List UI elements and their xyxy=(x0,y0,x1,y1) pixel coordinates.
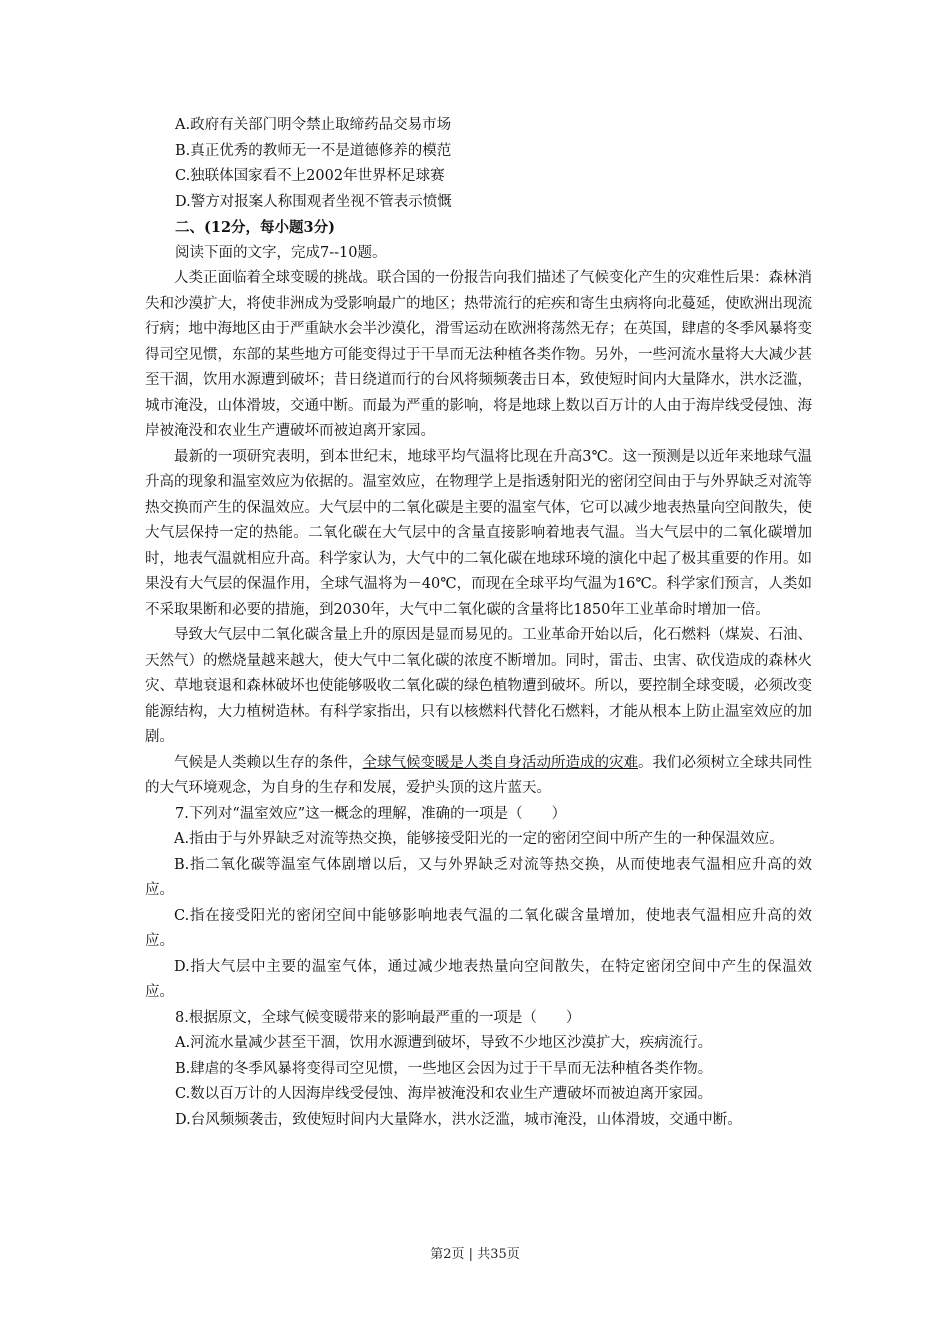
p4-underlined-sentence: 全球气候变暖是人类自身活动所造成的灾难 xyxy=(362,754,638,771)
q8-option-d: D.台风频频袭击，致使短时间内大量降水，洪水泛滥，城市淹没，山体滑坡，交通中断。 xyxy=(175,1111,742,1128)
passage-paragraph-4 xyxy=(145,751,812,802)
total-pages: 共35页 xyxy=(477,1247,520,1262)
q7-option-d: D.指大气层中主要的温室气体，通过减少地表热量向空间散失，在特定密闭空间中产生的保温效应。 xyxy=(145,958,812,1000)
question-8-stem: 8.根据原文，全球气候变暖带来的影响最严重的一项是（ ） xyxy=(175,1009,581,1026)
q6-option-c: C.独联体国家看不上2002年世界杯足球赛 xyxy=(175,168,445,184)
p4-end: 。我们必须树立全球共同性的大气环境观念，为自身的生存和发展，爱护头顶的这片蓝天。 xyxy=(145,754,812,796)
page-number: 第2页 xyxy=(430,1247,465,1262)
q8-option-b: B.肆虐的冬季风暴将变得司空见惯，一些地区会因为过于干旱而无法种植各类作物。 xyxy=(175,1060,713,1077)
passage-paragraph-1: 人类正面临着全球变暖的挑战。联合国的一份报告向我们描述了气候变化产生的灾难性后果：森林消失和沙漠扩大，将使非洲成为受影响最广的地区；热带流行的疟疾和寄生虫病将向北蔓延，使欧洲出现流行病；地中海地区由于严重缺水会半沙漠化，滑雪运动在欧洲将荡然无存；在英国，肆虐的冬季风暴将变得司空见惯，东部的某些地方可能变得过于干旱而无法种植各类作物。另外，一些河流水量将大大减少甚至干涸，饮用水源遭到破坏；昔日绕道而行的台风将频频袭击日本，致使短时间内大量降水，洪水泛滥，城市淹没，山体滑坡，交通中断。而最为严重的影响，将是地球上数以百万计的人由于海岸线受侵蚀、海岸被淹没和农业生产遭破坏而被迫离开家园。 xyxy=(145,270,812,439)
q8-option-c: C.数以百万计的人因海岸线受侵蚀、海岸被淹没和农业生产遭破坏而被迫离开家园。 xyxy=(175,1086,713,1102)
section-two-heading: 二、(12分，每小题3分) xyxy=(175,219,335,236)
footer-separator: | xyxy=(468,1247,474,1262)
question-7-stem: 7.下列对“温室效应”这一概念的理解，准确的一项是（ ） xyxy=(175,805,567,822)
p4-start: 气候是人类赖以生存的条件， xyxy=(174,754,363,771)
passage-paragraph-3: 导致大气层中二氧化碳含量上升的原因是显而易见的。工业革命开始以后，化石燃料（煤炭、石油、天然气）的燃烧量越来越大，使大气中二氧化碳的浓度不断增加。同时，雷击、虫害、砍伐造成的森林火灾、草地衰退和森林破坏也使能够吸收二氧化碳的绿色植物遭到破坏。所以，要控制全球变暖，必须改变能源结构，大力植树造林。有科学家指出，只有以核燃料代替化石燃料，才能从根本上防止温室效应的加剧。 xyxy=(145,627,812,745)
q7-option-a: A.指由于与外界缺乏对流等热交换，能够接受阳光的一定的密闭空间中所产生的一种保温效应。 xyxy=(174,831,784,847)
q8-option-a: A.河流水量减少甚至干涸，饮用水源遭到破坏，导致不少地区沙漠扩大，疾病流行。 xyxy=(175,1035,713,1051)
page-footer xyxy=(0,1243,950,1262)
passage-paragraph-2: 最新的一项研究表明，到本世纪末，地球平均气温将比现在升高3℃。这一预测是以近年来地球气温升高的现象和温室效应为依据的。温室效应，在物理学上是指透射阳光的密闭空间由于与外界缺乏对流等热交换而产生的保温效应。大气层中的二氧化碳是主要的温室气体，它可以减少地表热量向空间散失，使大气层保持一定的热能。二氧化碳在大气层中的含量直接影响着地表气温。当大气层中的二氧化碳增加时，地表气温就相应升高。科学家认为，大气中的二氧化碳在地球环境的演化中起了极其重要的作用。如果没有大气层的保温作用，全球气温将为－40℃，而现在全球平均气温为16℃。科学家们预言，人类如不采取果断和必要的措施，到2030年，大气中二氧化碳的含量将比1850年工业革命时增加一倍。 xyxy=(145,448,812,618)
section-two-instruction: 阅读下面的文字，完成7--10题。 xyxy=(175,244,387,261)
q7-option-b: B.指二氧化碳等温室气体剧增以后，又与外界缺乏对流等热交换，从而使地表气温相应升高的效应。 xyxy=(145,856,812,898)
q6-option-a: A.政府有关部门明令禁止取缔药品交易市场 xyxy=(175,117,452,133)
q7-option-c: C.指在接受阳光的密闭空间中能够影响地表气温的二氧化碳含量增加，使地表气温相应升高的效应。 xyxy=(145,907,812,949)
q6-option-b: B.真正优秀的教师无一不是道德修养的模范 xyxy=(175,142,452,159)
document-page xyxy=(145,113,812,1133)
q6-option-d: D.警方对报案人称围观者坐视不管表示愤慨 xyxy=(175,193,452,210)
